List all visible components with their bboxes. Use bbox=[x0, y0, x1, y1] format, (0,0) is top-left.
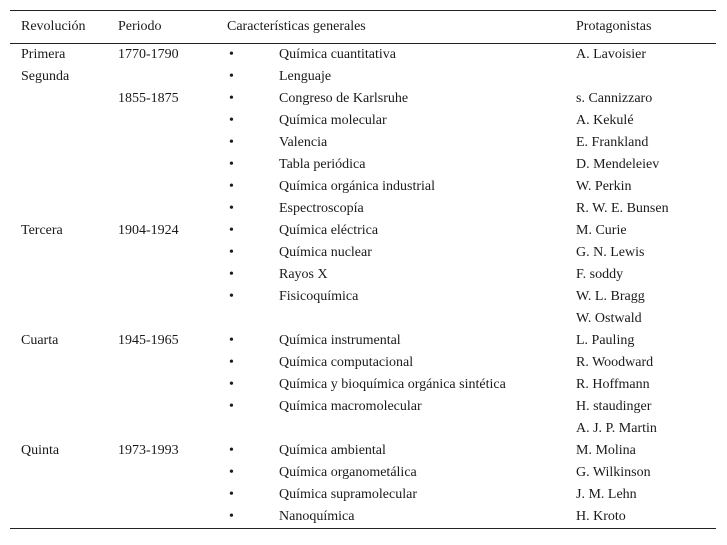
cell-revolucion bbox=[10, 352, 118, 374]
cell-protagonista: F. soddy bbox=[576, 267, 624, 282]
cell-protagonista: A. J. P. Martin bbox=[576, 421, 657, 436]
cell-periodo bbox=[118, 352, 227, 374]
bullet-icon: • bbox=[227, 506, 279, 529]
cell-revolucion: Tercera bbox=[21, 223, 63, 238]
table-row bbox=[10, 220, 716, 242]
cell-protagonista: H. Kroto bbox=[576, 506, 716, 529]
cell-periodo bbox=[118, 484, 227, 506]
table-row bbox=[10, 352, 716, 374]
cell-periodo bbox=[118, 506, 227, 529]
cell-revolucion bbox=[10, 418, 118, 440]
cell-caracteristica: Química computacional bbox=[279, 355, 414, 370]
cell-caracteristica: Química supramolecular bbox=[279, 487, 418, 502]
table-row bbox=[10, 132, 716, 154]
cell-caracteristica: Nanoquímica bbox=[279, 506, 576, 529]
cell-periodo bbox=[118, 374, 227, 396]
cell-revolucion bbox=[10, 462, 118, 484]
cell-caracteristica: Química eléctrica bbox=[279, 223, 379, 238]
cell-periodo bbox=[118, 308, 227, 330]
bullet-icon: • bbox=[229, 157, 234, 172]
cell-revolucion: Primera bbox=[21, 47, 66, 62]
table-row bbox=[10, 66, 716, 88]
cell-protagonista: J. M. Lehn bbox=[576, 487, 637, 502]
cell-revolucion bbox=[10, 374, 118, 396]
cell-revolucion bbox=[10, 176, 118, 198]
cell-protagonista bbox=[576, 66, 716, 88]
cell-protagonista: D. Mendeleiev bbox=[576, 157, 660, 172]
bullet-icon: • bbox=[229, 487, 234, 502]
cell-protagonista: G. N. Lewis bbox=[576, 245, 645, 260]
table-row bbox=[10, 396, 716, 418]
cell-protagonista: M. Molina bbox=[576, 443, 636, 458]
bullet-icon: • bbox=[229, 355, 234, 370]
cell-caracteristica: Química molecular bbox=[279, 113, 387, 128]
bullet-icon: • bbox=[229, 201, 234, 216]
cell-caracteristica: Espectroscopía bbox=[279, 201, 364, 216]
cell-protagonista: H. staudinger bbox=[576, 399, 652, 414]
cell-periodo bbox=[118, 242, 227, 264]
bullet-icon: • bbox=[229, 289, 234, 304]
cell-protagonista: A. Lavoisier bbox=[576, 47, 646, 62]
table-row bbox=[10, 110, 716, 132]
cell-periodo: 1904-1924 bbox=[118, 223, 179, 238]
cell-revolucion: Segunda bbox=[21, 69, 70, 84]
header-row bbox=[10, 11, 716, 44]
table-row bbox=[10, 88, 716, 110]
bullet-icon: • bbox=[229, 399, 234, 414]
header-periodo: Periodo bbox=[118, 11, 227, 44]
cell-protagonista: E. Frankland bbox=[576, 135, 649, 150]
cell-protagonista: W. L. Bragg bbox=[576, 289, 645, 304]
bullet-icon: • bbox=[229, 465, 234, 480]
cell-protagonista: R. W. E. Bunsen bbox=[576, 201, 669, 216]
header-protagonistas: Protagonistas bbox=[576, 11, 716, 44]
cell-protagonista: G. Wilkinson bbox=[576, 465, 651, 480]
cell-revolucion bbox=[10, 88, 118, 110]
bullet-icon bbox=[227, 308, 279, 330]
bullet-icon: • bbox=[229, 113, 234, 128]
revolutions-table bbox=[10, 10, 716, 529]
bullet-icon: • bbox=[229, 245, 234, 260]
cell-caracteristica: Química macromolecular bbox=[279, 399, 422, 414]
table-row bbox=[10, 440, 716, 462]
bullet-icon: • bbox=[229, 47, 234, 62]
cell-revolucion: Cuarta bbox=[21, 333, 59, 348]
cell-periodo bbox=[118, 286, 227, 308]
bullet-icon: • bbox=[229, 267, 234, 282]
cell-revolucion bbox=[10, 286, 118, 308]
header-caracteristicas: Características generales bbox=[227, 11, 576, 44]
table-row bbox=[10, 176, 716, 198]
bullet-icon: • bbox=[229, 377, 234, 392]
cell-caracteristica: Rayos X bbox=[279, 267, 328, 282]
cell-periodo bbox=[118, 462, 227, 484]
cell-caracteristica: Química cuantitativa bbox=[279, 47, 397, 62]
cell-revolucion bbox=[10, 242, 118, 264]
cell-caracteristica bbox=[279, 308, 576, 330]
cell-caracteristica bbox=[279, 418, 576, 440]
table-row bbox=[10, 330, 716, 352]
cell-caracteristica: Química ambiental bbox=[279, 443, 386, 458]
cell-caracteristica: Congreso de Karlsruhe bbox=[279, 91, 409, 106]
table-row bbox=[10, 286, 716, 308]
table-row bbox=[10, 198, 716, 220]
cell-periodo bbox=[118, 66, 227, 88]
cell-caracteristica: Química orgánica industrial bbox=[279, 179, 436, 194]
cell-protagonista: W. Perkin bbox=[576, 179, 632, 194]
cell-protagonista: A. Kekulé bbox=[576, 113, 634, 128]
cell-periodo bbox=[118, 176, 227, 198]
cell-periodo bbox=[118, 264, 227, 286]
table-header bbox=[10, 11, 716, 44]
cell-revolucion: Quinta bbox=[21, 443, 60, 458]
table-row bbox=[10, 308, 716, 330]
table-row bbox=[10, 44, 716, 67]
table-row bbox=[10, 264, 716, 286]
cell-periodo bbox=[118, 418, 227, 440]
table-row bbox=[10, 374, 716, 396]
cell-revolucion bbox=[10, 264, 118, 286]
table-row bbox=[10, 462, 716, 484]
cell-periodo: 1973-1993 bbox=[118, 443, 179, 458]
cell-protagonista: M. Curie bbox=[576, 223, 627, 238]
cell-revolucion bbox=[10, 154, 118, 176]
cell-revolucion bbox=[10, 396, 118, 418]
cell-protagonista: R. Woodward bbox=[576, 355, 654, 370]
cell-periodo: 1855-1875 bbox=[118, 91, 179, 106]
cell-revolucion bbox=[10, 506, 118, 529]
bullet-icon: • bbox=[229, 179, 234, 194]
cell-revolucion bbox=[10, 132, 118, 154]
cell-revolucion bbox=[10, 198, 118, 220]
cell-caracteristica: Química instrumental bbox=[279, 333, 401, 348]
cell-periodo bbox=[118, 396, 227, 418]
cell-periodo bbox=[118, 198, 227, 220]
cell-protagonista: R. Hoffmann bbox=[576, 377, 650, 392]
cell-caracteristica: Química y bioquímica orgánica sintética bbox=[279, 377, 506, 392]
bullet-icon bbox=[227, 418, 279, 440]
cell-periodo bbox=[118, 154, 227, 176]
cell-protagonista: W. Ostwald bbox=[576, 311, 642, 326]
bullet-icon: • bbox=[229, 69, 234, 84]
bullet-icon: • bbox=[229, 333, 234, 348]
cell-caracteristica: Tabla periódica bbox=[279, 157, 366, 172]
table-body bbox=[10, 44, 716, 529]
bullet-icon: • bbox=[229, 135, 234, 150]
cell-periodo: 1945-1965 bbox=[118, 333, 179, 348]
cell-periodo bbox=[118, 110, 227, 132]
cell-revolucion bbox=[10, 110, 118, 132]
cell-caracteristica: Química nuclear bbox=[279, 245, 372, 260]
table-row bbox=[10, 154, 716, 176]
table-row bbox=[10, 242, 716, 264]
cell-revolucion bbox=[10, 484, 118, 506]
table-row bbox=[10, 484, 716, 506]
cell-caracteristica: Química organometálica bbox=[279, 465, 417, 480]
table-row bbox=[10, 418, 716, 440]
table-row bbox=[10, 506, 716, 529]
cell-caracteristica: Lenguaje bbox=[279, 69, 332, 84]
cell-protagonista: s. Cannizzaro bbox=[576, 91, 653, 106]
cell-periodo bbox=[118, 132, 227, 154]
header-revolucion: Revolución bbox=[10, 11, 118, 44]
bullet-icon: • bbox=[229, 223, 234, 238]
bullet-icon: • bbox=[229, 91, 234, 106]
cell-periodo: 1770-1790 bbox=[118, 47, 179, 62]
cell-caracteristica: Fisicoquímica bbox=[279, 289, 359, 304]
cell-caracteristica: Valencia bbox=[279, 135, 328, 150]
cell-protagonista: L. Pauling bbox=[576, 333, 635, 348]
bullet-icon: • bbox=[229, 443, 234, 458]
cell-revolucion bbox=[10, 308, 118, 330]
